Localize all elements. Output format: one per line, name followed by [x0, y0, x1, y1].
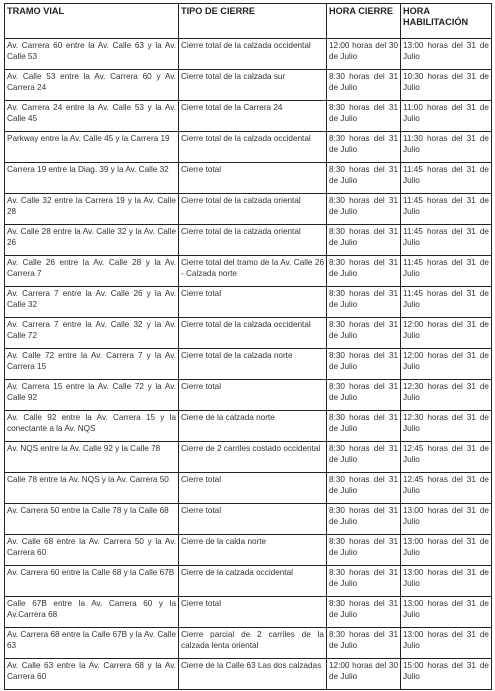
cell-tramo-vial: Av. Carrera 15 entre la Av. Calle 72 y la Av. Calle 92	[5, 380, 179, 411]
header-hora-cierre: HORA CIERRE	[327, 4, 401, 39]
table-row	[5, 659, 492, 690]
cell-hora-habilitacion: 11:30 horas del 31 de Julio	[401, 132, 492, 163]
table-row	[5, 132, 492, 163]
table-row	[5, 628, 492, 659]
cell-hora-cierre: 8:30 horas del 31 de Julio	[327, 442, 401, 473]
table-row	[5, 473, 492, 504]
header-tipo-de-cierre: TIPO DE CIERRE	[179, 4, 327, 39]
cell-hora-habilitacion: 11:45 horas del 31 de Julio	[401, 194, 492, 225]
table-row	[5, 225, 492, 256]
cell-hora-cierre: 8:30 horas del 31 de Julio	[327, 628, 401, 659]
cell-hora-cierre: 8:30 horas del 31 de Julio	[327, 194, 401, 225]
cell-tipo-de-cierre: Cierre total de la calzada occidental	[179, 39, 327, 70]
cell-hora-habilitacion: 12:45 horas del 31 de Julio	[401, 473, 492, 504]
table-row	[5, 349, 492, 380]
table-row	[5, 287, 492, 318]
cell-tipo-de-cierre: Cierre de la Calle 63 Las dos calzadas	[179, 659, 327, 690]
cell-tipo-de-cierre: Cierre total de la calzada oriental	[179, 194, 327, 225]
cell-tramo-vial: Av. Calle 72 entre la Av. Carrera 7 y la Av. Carrera 15	[5, 349, 179, 380]
table-row	[5, 39, 492, 70]
cell-tipo-de-cierre: Cierre parcial de 2 carriles de la calzada lenta oriental	[179, 628, 327, 659]
cell-hora-cierre: 8:30 horas del 31 de Julio	[327, 101, 401, 132]
cell-hora-habilitacion: 12:30 horas del 31 de Julio	[401, 380, 492, 411]
table-row	[5, 194, 492, 225]
cell-tipo-de-cierre: Cierre total de la calzada norte	[179, 349, 327, 380]
table-row	[5, 256, 492, 287]
cell-hora-cierre: 8:30 horas del 31 de Julio	[327, 287, 401, 318]
cell-hora-cierre: 8:30 horas del 31 de Julio	[327, 380, 401, 411]
table-body	[5, 39, 492, 690]
cell-tipo-de-cierre: Cierre de la calzada norte	[179, 411, 327, 442]
table-header-row	[5, 4, 492, 39]
table-row	[5, 597, 492, 628]
cell-tipo-de-cierre: Cierre total de la calzada sur	[179, 70, 327, 101]
cell-tramo-vial: Av. Calle 53 entre la Av. Carrera 60 y Av. Carrera 24	[5, 70, 179, 101]
cell-tramo-vial: Carrera 19 entre la Diag. 39 y la Av. Calle 32	[5, 163, 179, 194]
cell-hora-habilitacion: 10:30 horas del 31 de Julio	[401, 70, 492, 101]
cell-hora-cierre: 8:30 horas del 31 de Julio	[327, 70, 401, 101]
header-hora-habilitacion: HORA HABILITACIÓN	[401, 4, 492, 39]
cell-hora-habilitacion: 12:45 horas del 31 de Julio	[401, 442, 492, 473]
cell-tramo-vial: Av. Carrera 7 entre la Av. Calle 26 y la Av. Calle 32	[5, 287, 179, 318]
cell-hora-cierre: 8:30 horas del 31 de Julio	[327, 349, 401, 380]
cell-tipo-de-cierre: Cierre total de la calzada occidental	[179, 132, 327, 163]
cell-hora-habilitacion: 13:00 horas del 31 de Julio	[401, 39, 492, 70]
cell-hora-habilitacion: 11:45 horas del 31 de Julio	[401, 256, 492, 287]
cell-tramo-vial: Av. Carrera 60 entre la Av. Calle 63 y la Av. Calle 53	[5, 39, 179, 70]
cell-tramo-vial: Av. Calle 26 entre la Av. Calle 28 y la Av. Carrera 7	[5, 256, 179, 287]
table-row	[5, 70, 492, 101]
cell-tramo-vial: Parkway entre la Av. Calle 45 y la Carrera 19	[5, 132, 179, 163]
cell-tramo-vial: Av. Calle 68 entre la Av. Carrera 50 y la Av. Carrera 60	[5, 535, 179, 566]
table-row	[5, 318, 492, 349]
table-row	[5, 163, 492, 194]
cell-tramo-vial: Av. Carrera 68 entre la Calle 67B y la Av. Calle 63	[5, 628, 179, 659]
cell-hora-cierre: 8:30 horas del 31 de Julio	[327, 256, 401, 287]
table-row	[5, 411, 492, 442]
cell-tipo-de-cierre: Cierre total de la calzada occidental	[179, 318, 327, 349]
cell-tipo-de-cierre: Cierre total	[179, 473, 327, 504]
cell-hora-habilitacion: 11:45 horas del 31 de Julio	[401, 163, 492, 194]
header-tramo-vial: TRAMO VIAL	[5, 4, 179, 39]
cell-hora-habilitacion: 13:00 horas del 31 de Julio	[401, 597, 492, 628]
cell-tipo-de-cierre: Cierre de la calda norte	[179, 535, 327, 566]
cell-tipo-de-cierre: Cierre total del tramo de la Av. Calle 26 - Calzada norte	[179, 256, 327, 287]
cell-hora-habilitacion: 12:30 horas del 31 de Julio	[401, 411, 492, 442]
cell-hora-habilitacion: 11:45 horas del 31 de Julio	[401, 225, 492, 256]
cell-tramo-vial: Av. Carrera 24 entre la Av. Calle 53 y la Av. Calle 45	[5, 101, 179, 132]
cell-tramo-vial: Av. Calle 32 entre la Carrera 19 y la Av. Calle 28	[5, 194, 179, 225]
cell-tipo-de-cierre: Cierre total de la Carrera 24	[179, 101, 327, 132]
cell-hora-habilitacion: 13:00 horas del 31 de Julio	[401, 535, 492, 566]
table-row	[5, 535, 492, 566]
table-row	[5, 442, 492, 473]
cell-tramo-vial: Av. Carrera 7 entre la Av. Calle 32 y la Av. Calle 72	[5, 318, 179, 349]
table-row	[5, 566, 492, 597]
cell-hora-habilitacion: 13:00 horas del 31 de Julio	[401, 566, 492, 597]
cell-hora-habilitacion: 11:00 horas del 31 de Julio	[401, 101, 492, 132]
cell-tramo-vial: Av. Calle 28 entre la Av. Calle 32 y la Av. Calle 26	[5, 225, 179, 256]
cell-tipo-de-cierre: Cierre total	[179, 287, 327, 318]
cell-tramo-vial: Av. Calle 63 entre la Av. Carrera 68 y la Av. Carrera 60	[5, 659, 179, 690]
cell-tipo-de-cierre: Cierre total	[179, 597, 327, 628]
cell-tramo-vial: Calle 67B entre la Av. Carrera 60 y la Av.Carrera 68	[5, 597, 179, 628]
table-row	[5, 101, 492, 132]
cell-tipo-de-cierre: Cierre de 2 carriles costado occidental	[179, 442, 327, 473]
cell-tramo-vial: Av. Carrera 60 entre la Calle 68 y la Calle 67B	[5, 566, 179, 597]
cell-tipo-de-cierre: Cierre total	[179, 163, 327, 194]
cell-hora-habilitacion: 12:00 horas del 31 de Julio	[401, 349, 492, 380]
cell-hora-cierre: 8:30 horas del 31 de Julio	[327, 504, 401, 535]
cell-hora-cierre: 8:30 horas del 31 de Julio	[327, 535, 401, 566]
table-row	[5, 504, 492, 535]
cell-tramo-vial: Av. Calle 92 entre la Av. Carrera 15 y la conectante a la Av. NQS	[5, 411, 179, 442]
cell-tipo-de-cierre: Cierre de la calzada occidental	[179, 566, 327, 597]
cell-tramo-vial: Av. Carrera 50 entre la Calle 78 y la Calle 68	[5, 504, 179, 535]
cell-hora-cierre: 12:00 horas del 30 de Julio	[327, 659, 401, 690]
cell-hora-cierre: 12:00 horas del 30 de Julio	[327, 39, 401, 70]
table-row	[5, 380, 492, 411]
cell-hora-cierre: 8:30 horas del 31 de Julio	[327, 132, 401, 163]
cell-hora-cierre: 8:30 horas del 31 de Julio	[327, 597, 401, 628]
cell-hora-habilitacion: 13:00 horas del 31 de Julio	[401, 628, 492, 659]
cell-hora-cierre: 8:30 horas del 31 de Julio	[327, 411, 401, 442]
cell-tipo-de-cierre: Cierre total de la calzada oriental	[179, 225, 327, 256]
cell-hora-cierre: 8:30 horas del 31 de Julio	[327, 473, 401, 504]
cell-tramo-vial: Av. NQS entre la Av. Calle 92 y la Calle 78	[5, 442, 179, 473]
cell-tramo-vial: Calle 78 entre la Av. NQS y la Av. Carrera 50	[5, 473, 179, 504]
cell-tipo-de-cierre: Cierre total	[179, 504, 327, 535]
cell-hora-cierre: 8:30 horas del 31 de Julio	[327, 163, 401, 194]
cell-hora-habilitacion: 11:45 horas del 31 de Julio	[401, 287, 492, 318]
cell-hora-cierre: 8:30 horas del 31 de Julio	[327, 566, 401, 597]
cell-hora-cierre: 8:30 horas del 31 de Julio	[327, 318, 401, 349]
cell-hora-habilitacion: 13:00 horas del 31 de Julio	[401, 504, 492, 535]
cell-hora-cierre: 8:30 horas del 31 de Julio	[327, 225, 401, 256]
road-closures-table	[4, 3, 492, 690]
cell-hora-habilitacion: 15:00 horas del 31 de Julio	[401, 659, 492, 690]
cell-hora-habilitacion: 12:00 horas del 31 de Julio	[401, 318, 492, 349]
cell-tipo-de-cierre: Cierre total	[179, 380, 327, 411]
